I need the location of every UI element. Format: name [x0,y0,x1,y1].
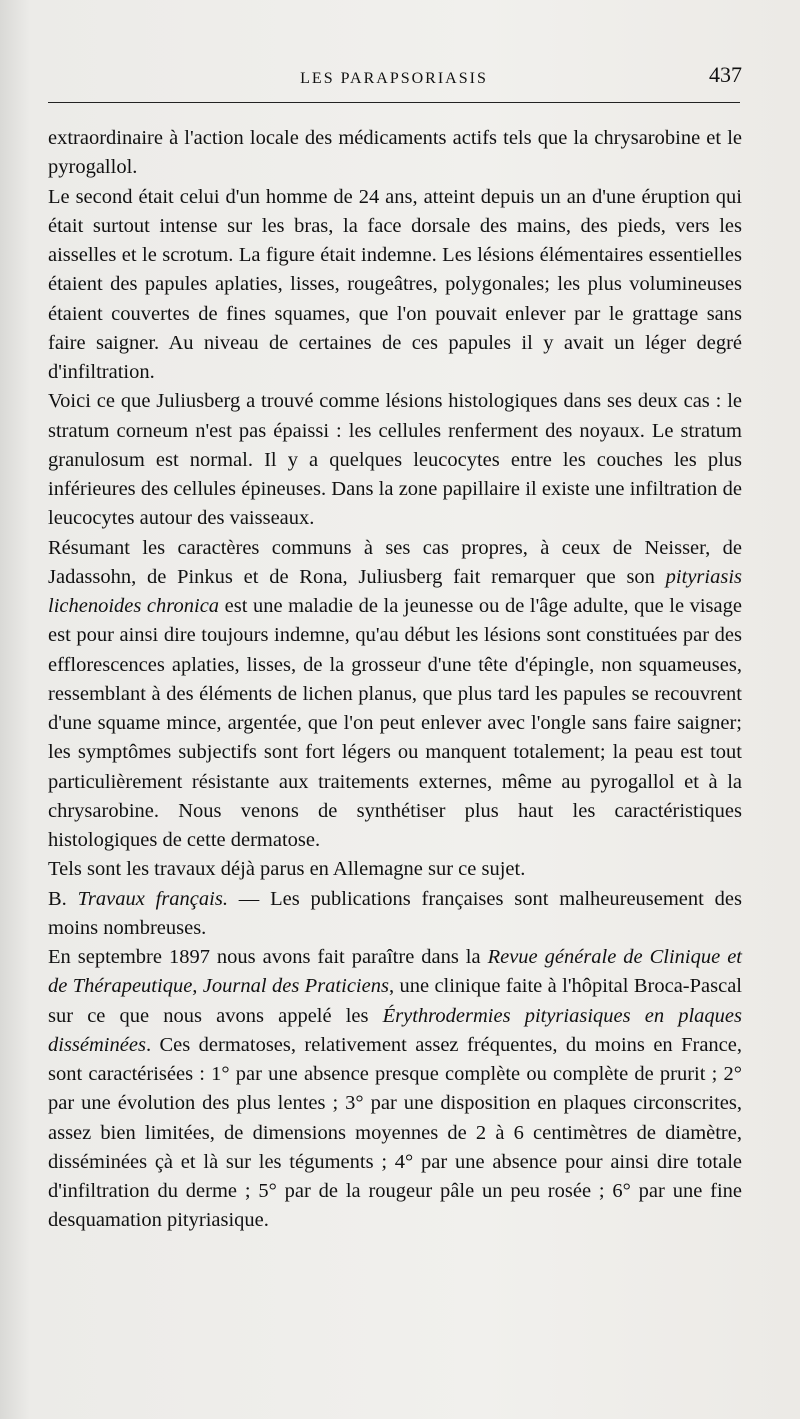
paragraph [48,855,742,884]
paragraph [48,885,742,944]
paragraph-text: Résumant les caractères communs à ses cas propres, à ceux de Neisser, de Jadassohn, de Pinkus et de Rona, Juliusberg fait remarquer que son [48,536,742,588]
paragraph [48,183,742,388]
paragraph-text: Le second était celui d'un homme de 24 ans, atteint depuis un an d'une éruption qui était surtout intense sur les bras, la face dorsale des mains, des pieds, vers les aisselles et le scrotum. La figure était indemne. Les lésions élémentaires essentielles étaient des papules aplaties, lisses, rougeâtres, polygonales; les plus volumineuses étaient couvertes de fines squames, que l'on pouvait enlever par le grattage sans faire saigner. Au niveau de certaines de ces papules il y avait un léger degré d'infiltration. [48,185,742,383]
paragraph-text: est une maladie de la jeunesse ou de l'âge adulte, que le visage est pour ainsi dire toujours indemne, qu'au début les lésions sont constituées par des efflorescences aplaties, lisses, de la grosseur d'une tête d'épingle, non squameuses, ressemblant à des éléments de lichen planus, que plus tard les papules se recouvrent d'une squame mince, argentée, que l'on peut enlever avec l'ongle sans faire saigner; les symptômes subjectifs sont fort légers ou manquent totalement; la peau est tout particulièrement résistante aux traitements externes, même au pyrogallol et à la chrysarobine. Nous venons de synthétiser plus haut les caractéristiques histologiques de cette dermatose. [48,595,742,851]
paragraph-text: Voici ce que Juliusberg a trouvé comme lésions histologiques dans ses deux cas : le stratum corneum n'est pas épaissi : les cellules renferment des noyaux. Le stratum granulosum est normal. Il y a quelques leucocytes entre les couches les plus inférieures des cellules épineuses. Dans la zone papillaire il existe une infiltration de leucocytes autour des vaisseaux. [48,390,742,530]
italic-text: Érythrodermies pityriasiques en plaques disséminées [48,1004,743,1056]
paragraph [48,534,742,856]
body-text [48,124,742,1236]
paragraph-text: . Ces dermatoses, relativement assez fréquentes, du moins en France, sont caractérisées : 1° par une absence presque complète ou complète de prurit ; 2° par une évolution des plus lentes ; 3° par une disposition en plaques circonscrites, assez bien limitées, de dimensions moyennes de 2 à 6 centimètres de diamètre, disséminées çà et là sur les téguments ; 4° par une absence pour ainsi dire totale d'infiltration du derme ; 5° par de la rougeur pâle un peu rosée ; 6° par une fine desquamation pityriasique. [48,1033,742,1232]
italic-text: Travaux français. [77,887,228,910]
page-header [48,62,740,103]
paragraph [48,124,742,183]
paragraph-text: B. [48,887,78,910]
paragraph-text: extraordinaire à l'action locale des médicaments actifs tels que la chrysarobine et le pyrogallol. [48,127,742,179]
paragraph-text: , une clinique faite à l'hôpital Broca-Pascal sur ce que nous avons appelé les [48,975,743,1027]
paragraph [48,943,742,1236]
paragraph [48,387,742,533]
paragraph-text: En septembre 1897 nous avons fait paraître dans la [48,946,488,968]
paragraph-text: Tels sont les travaux déjà parus en Allemagne sur ce sujet. [48,858,526,881]
page-number: 437 [709,62,742,87]
running-title: LES PARAPSORIASIS [300,70,488,87]
italic-text: pityriasis lichenoides chronica [48,565,742,617]
paragraph-text: — Les publications françaises sont malheureusement des moins nombreuses. [48,887,742,939]
italic-text: Revue générale de Clinique et de Thérapeutique, Journal des Praticiens [48,946,742,998]
